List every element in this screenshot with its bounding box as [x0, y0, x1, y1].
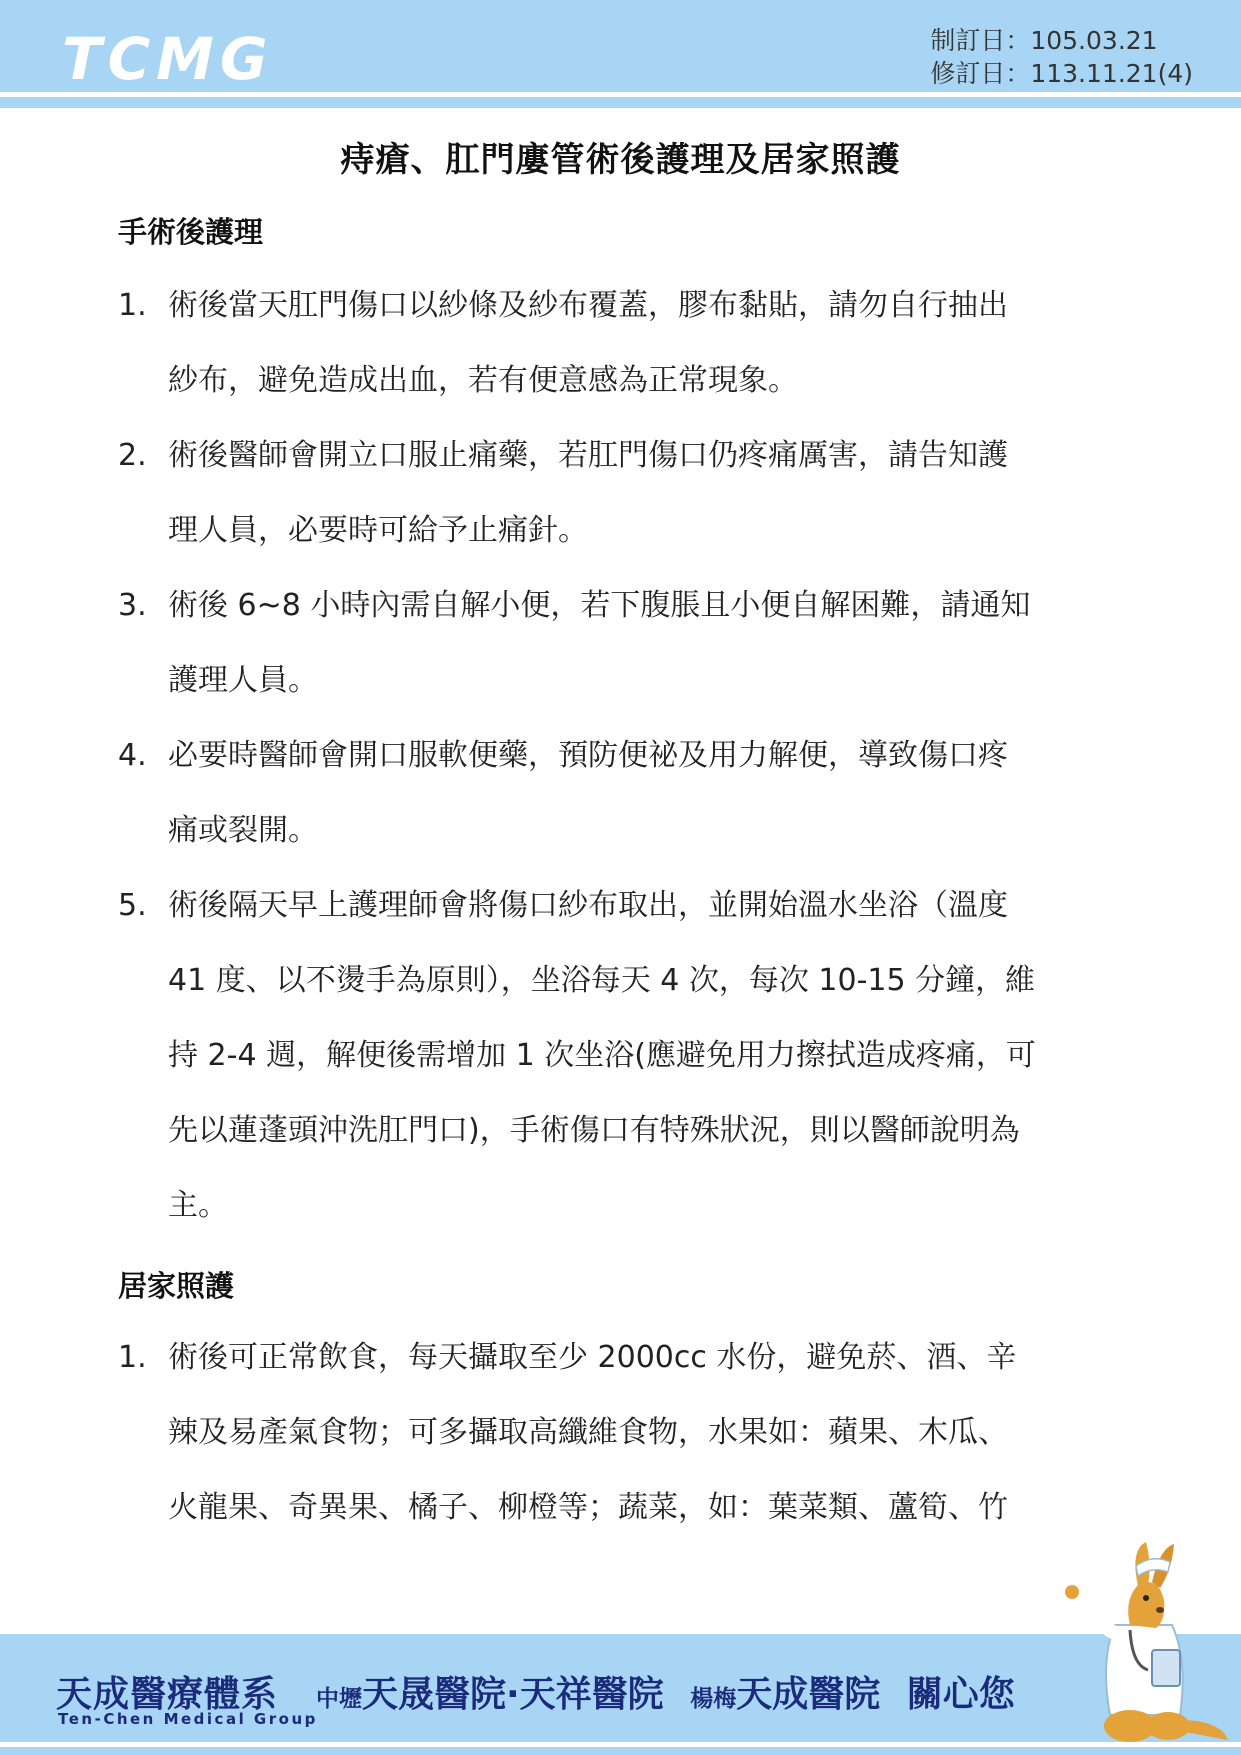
item-line: 火龍果、奇異果、橘子、柳橙等；蔬菜，如：葉菜類、蘆筍、竹: [168, 1490, 1008, 1525]
item-text: [168, 418, 1128, 568]
item-number: 1.: [118, 288, 147, 323]
item-line: 41 度、以不燙手為原則），坐浴每天 4 次，每次 10-15 分鐘，維: [168, 963, 1036, 998]
hospital-yangmei: 天成醫院: [736, 1674, 881, 1715]
item-line: 辣及易產氣食物；可多攝取高纖維食物，水果如：蘋果、木瓜、: [168, 1415, 1008, 1450]
item-line: 理人員，必要時可給予止痛針。: [168, 513, 588, 548]
hospitals-zhongli: 天晟醫院·天祥醫院: [362, 1674, 664, 1715]
item-number: 5.: [118, 888, 147, 923]
item-text: [168, 718, 1128, 868]
item-text: [168, 1320, 1128, 1545]
item-line: 紗布，避免造成出血，若有便意感為正常現象。: [168, 363, 798, 398]
list-item: [118, 718, 1118, 868]
hospital-line: [316, 1666, 1015, 1717]
item-line: 術後隔天早上護理師會將傷口紗布取出，並開始溫水坐浴（溫度: [168, 888, 1008, 923]
item-line: 痛或裂開。: [168, 813, 318, 848]
kangaroo-doctor-mascot-icon: [1060, 1530, 1230, 1750]
item-line: 護理人員。: [168, 663, 318, 698]
item-number: 3.: [118, 588, 147, 623]
page-title: 痔瘡、肛門廔管術後護理及居家照護: [340, 140, 901, 180]
item-line: 術後醫師會開立口服止痛藥，若肛門傷口仍疼痛厲害，請告知護: [168, 438, 1008, 473]
item-line: 必要時醫師會開口服軟便藥，預防便祕及用力解便，導致傷口疼: [168, 738, 1008, 773]
item-text: [168, 568, 1128, 718]
section-heading-postop: 手術後護理: [118, 215, 264, 249]
list-item: [118, 268, 1118, 418]
item-line: 術後可正常飲食，每天攝取至少 2000cc 水份，避免菸、酒、辛: [168, 1340, 1017, 1375]
established-date: 制訂日：105.03.21: [930, 26, 1158, 55]
item-text: [168, 268, 1128, 418]
location-zhongli: 中壢: [316, 1686, 362, 1712]
tcmg-logo: TCMG: [62, 25, 274, 93]
item-line: 術後當天肛門傷口以紗條及紗布覆蓋，膠布黏貼，請勿自行抽出: [168, 288, 1008, 323]
header-divider: [0, 97, 1241, 108]
item-number: 2.: [118, 438, 147, 473]
location-yangmei: 楊梅: [690, 1686, 737, 1712]
footer-divider: [0, 1747, 1241, 1755]
section-heading-homecare: 居家照護: [118, 1269, 235, 1303]
list-item: [118, 868, 1118, 1243]
document-dates: [930, 24, 1193, 90]
list-item: [118, 1320, 1118, 1545]
revised-date: 修訂日：113.11.21(4): [930, 59, 1193, 88]
item-number: 1.: [118, 1340, 147, 1375]
item-line: 術後 6~8 小時內需自解小便，若下腹脹且小便自解困難，請通知: [168, 588, 1031, 623]
item-number: 4.: [118, 738, 147, 773]
item-line: 主。: [168, 1188, 228, 1223]
item-line: 持 2-4 週，解便後需增加 1 次坐浴(應避免用力擦拭造成疼痛，可: [168, 1038, 1036, 1073]
item-text: [168, 868, 1128, 1243]
item-line: 先以蓮蓬頭沖洗肛門口)，手術傷口有特殊狀況，則以醫師說明為: [168, 1113, 1020, 1148]
org-english-name: Ten-Chen Medical Group: [58, 1710, 318, 1728]
org-name: 天成醫療體系: [56, 1674, 279, 1715]
list-item: [118, 418, 1118, 568]
tagline: 關心您: [906, 1674, 1015, 1715]
list-item: [118, 568, 1118, 718]
